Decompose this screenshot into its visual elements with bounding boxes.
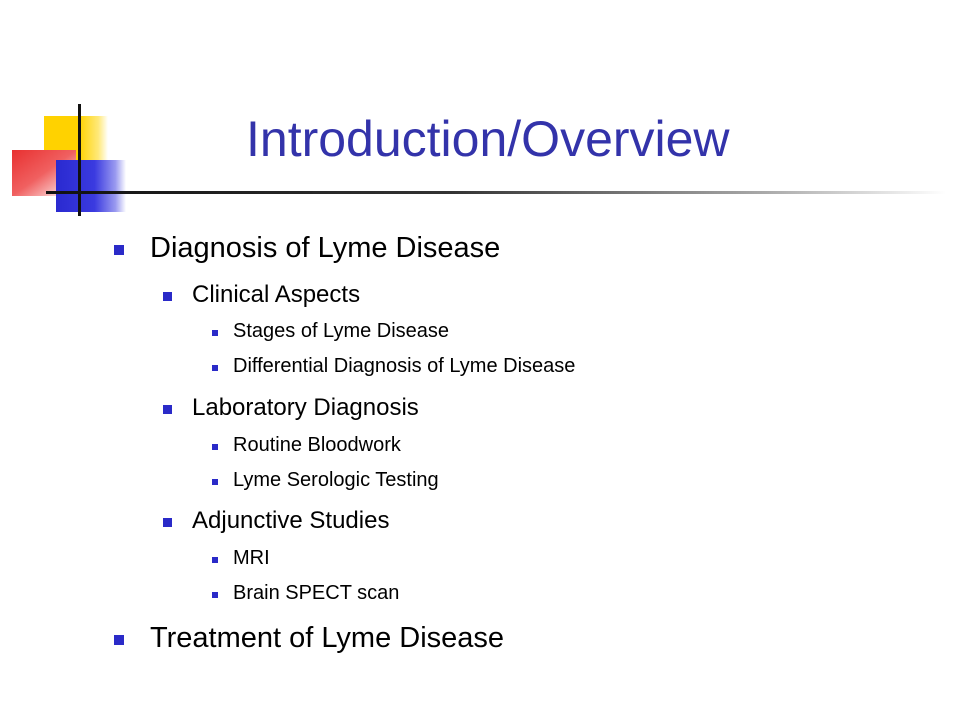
square-bullet-icon xyxy=(212,479,218,485)
square-bullet-icon xyxy=(114,635,124,645)
square-bullet-icon xyxy=(163,405,172,414)
bullet-text: Differential Diagnosis of Lyme Disease xyxy=(233,355,576,377)
square-bullet-icon xyxy=(212,592,218,598)
bullet-item-level1 xyxy=(150,232,500,265)
bullet-item-level3 xyxy=(233,547,270,570)
bullet-item-level3 xyxy=(233,582,399,605)
bullet-text: Brain SPECT scan xyxy=(233,582,400,604)
bullet-text: Adjunctive Studies xyxy=(192,507,390,534)
bullet-text: Routine Bloodwork xyxy=(233,434,401,456)
bullet-item-level3 xyxy=(233,355,575,378)
bullet-text: Lyme Serologic Testing xyxy=(233,469,439,491)
bullet-item-level1 xyxy=(150,622,504,655)
square-bullet-icon xyxy=(212,365,218,371)
square-bullet-icon xyxy=(114,245,124,255)
bullet-text: MRI xyxy=(233,547,270,569)
bullet-item-level2 xyxy=(192,507,389,535)
square-bullet-icon xyxy=(212,557,218,563)
bullet-text: Laboratory Diagnosis xyxy=(192,394,419,421)
bullet-item-level2 xyxy=(192,394,419,422)
square-bullet-icon xyxy=(212,444,218,450)
bullet-text: Diagnosis of Lyme Disease xyxy=(150,232,501,264)
bullet-item-level3 xyxy=(233,320,449,343)
bullet-item-level3 xyxy=(233,434,401,457)
square-bullet-icon xyxy=(163,292,172,301)
bullet-text: Clinical Aspects xyxy=(192,281,361,308)
bullet-item-level2 xyxy=(192,281,360,309)
slide-title: Introduction/Overview xyxy=(246,111,730,167)
square-bullet-icon xyxy=(163,518,172,527)
bullet-text: Treatment of Lyme Disease xyxy=(150,622,505,654)
square-bullet-icon xyxy=(212,330,218,336)
bullet-text: Stages of Lyme Disease xyxy=(233,320,450,342)
bullet-item-level3 xyxy=(233,469,439,492)
